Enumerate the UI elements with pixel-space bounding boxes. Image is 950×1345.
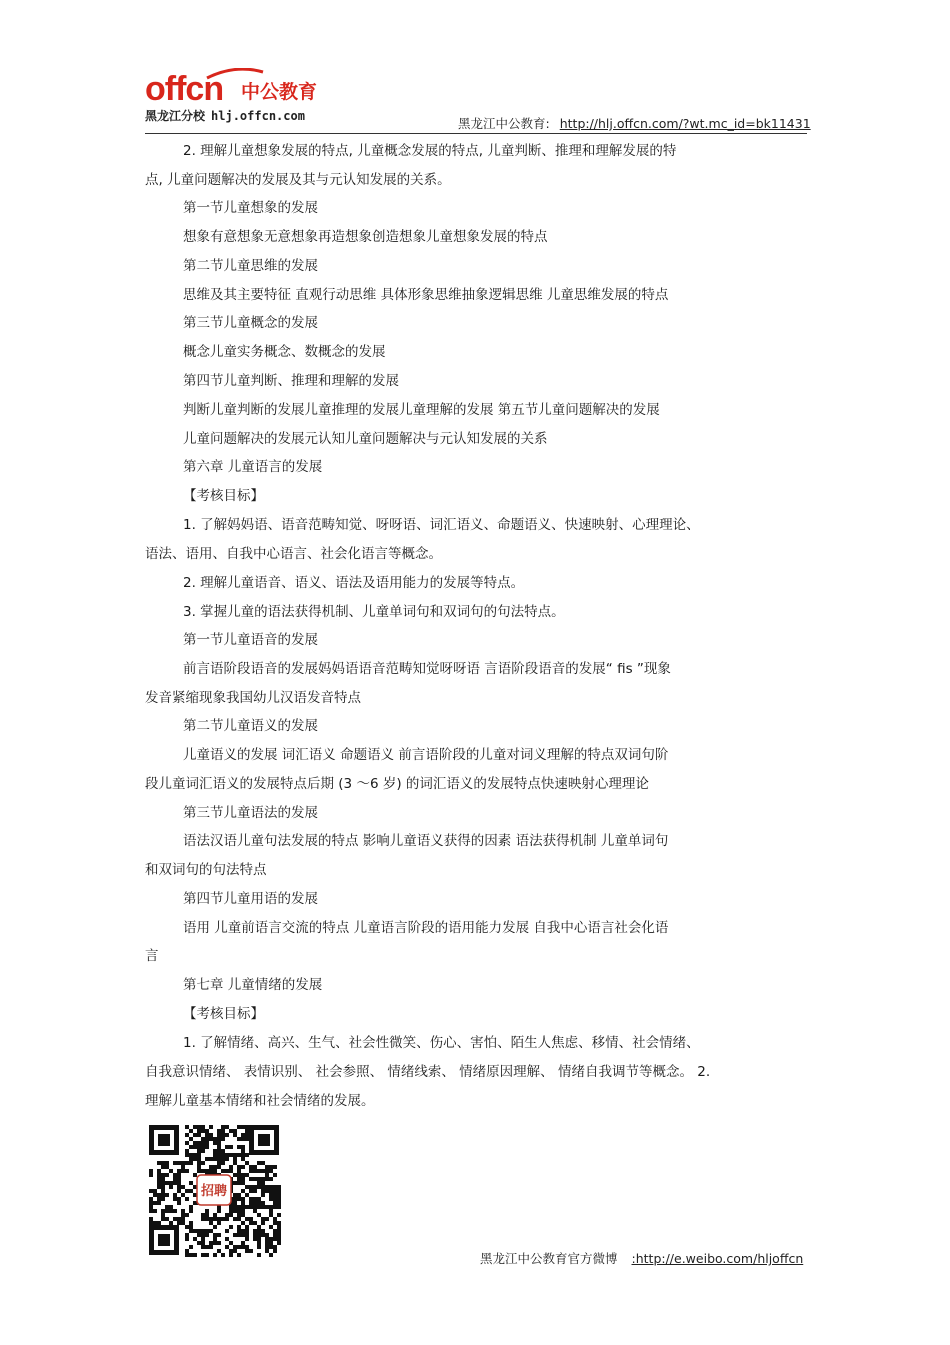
qr-badge-text: 招聘 [200, 1184, 228, 1199]
header-site-info [458, 116, 811, 132]
text-line: 语用 儿童前语言交流的特点 儿童语言阶段的语用能力发展 自我中心语言社会化语 [183, 920, 669, 936]
footer-weibo [480, 1251, 803, 1267]
header-site-label: 黑龙江中公教育: [458, 116, 550, 131]
footer-weibo-link[interactable]: :http://e.weibo.com/hljoffcn [631, 1251, 804, 1266]
text-line: 言 [145, 948, 159, 964]
text-line: 判断儿童判断的发展儿童推理的发展儿童理解的发展 第五节儿童问题解决的发展 [183, 402, 660, 418]
text-line: 1. 了解妈妈语、语音范畴知觉、呀呀语、词汇语义、命题语义、快速映射、心理理论、 [183, 517, 700, 533]
text-line: 自我意识情绪、 表情识别、 社会参照、 情绪线索、 情绪原因理解、 情绪自我调节等概念。 2. [145, 1064, 711, 1080]
qr-finder-top-right [249, 1125, 279, 1155]
chapter-heading: 第七章 儿童情绪的发展 [183, 977, 323, 993]
section-heading: 第三节儿童概念的发展 [183, 315, 318, 331]
text-line: 和双词句的句法特点 [145, 862, 267, 878]
text-line: 3. 掌握儿童的语法获得机制、儿童单词句和双词句的句法特点。 [183, 604, 565, 620]
qr-finder-bottom-left [149, 1225, 179, 1255]
header-divider [145, 133, 807, 134]
footer-label: 黑龙江中公教育官方微博 [480, 1251, 618, 1266]
section-heading: 第一节儿童想象的发展 [183, 200, 318, 216]
section-heading: 第四节儿童判断、推理和理解的发展 [183, 373, 399, 389]
header-site-link[interactable]: http://hlj.offcn.com/?wt.mc_id=bk11431 [559, 116, 811, 131]
text-line: 儿童语义的发展 词汇语义 命题语义 前言语阶段的儿童对词义理解的特点双词句阶 [183, 747, 669, 763]
qr-finder-top-left [149, 1125, 179, 1155]
objectives-heading: 【考核目标】 [183, 488, 264, 504]
offcn-logo [145, 70, 355, 126]
text-line: 思维及其主要特征 直观行动思维 具体形象思维抽象逻辑思维 儿童思维发展的特点 [183, 287, 669, 303]
text-line: 发音紧缩现象我国幼儿汉语发音特点 [145, 690, 361, 706]
section-heading: 第二节儿童思维的发展 [183, 258, 318, 274]
text-line: 2. 理解儿童想象发展的特点, 儿童概念发展的特点, 儿童判断、推理和理解发展的特 [183, 143, 677, 159]
section-heading: 第三节儿童语法的发展 [183, 805, 318, 821]
text-line: 理解儿童基本情绪和社会情绪的发展。 [145, 1093, 375, 1109]
text-line: 1. 了解情绪、高兴、生气、社会性微笑、伤心、害怕、陌生人焦虑、移情、社会情绪、 [183, 1035, 700, 1051]
logo-url: hlj.offcn.com [211, 109, 305, 123]
chapter-heading: 第六章 儿童语言的发展 [183, 459, 323, 475]
text-line: 点, 儿童问题解决的发展及其与元认知发展的关系。 [145, 172, 451, 188]
objectives-heading: 【考核目标】 [183, 1006, 264, 1022]
text-line: 段儿童词汇语义的发展特点后期 (3 ～6 岁) 的词汇语义的发展特点快速映射心理理论 [145, 776, 649, 792]
logo-branch: 黑龙江分校 [145, 109, 206, 123]
text-line: 儿童问题解决的发展元认知儿童问题解决与元认知发展的关系 [183, 431, 548, 447]
text-line: 语法、语用、自我中心语言、社会化语言等概念。 [145, 546, 442, 562]
qr-code [147, 1123, 281, 1257]
logo-chinese-name: 中公教育 [241, 81, 318, 103]
text-line: 概念儿童实务概念、数概念的发展 [183, 344, 386, 360]
section-heading: 第一节儿童语音的发展 [183, 632, 318, 648]
logo-subtitle [145, 108, 305, 124]
section-heading: 第四节儿童用语的发展 [183, 891, 318, 907]
text-line: 2. 理解儿童语音、语义、语法及语用能力的发展等特点。 [183, 575, 525, 591]
logo-wordmark: offcn [145, 70, 224, 108]
section-heading: 第二节儿童语义的发展 [183, 718, 318, 734]
text-line: 语法汉语儿童句法发展的特点 影响儿童语义获得的因素 语法获得机制 儿童单词句 [183, 833, 669, 849]
text-line: 前言语阶段语音的发展妈妈语语音范畴知觉呀呀语 言语阶段语音的发展“ fis ”现象 [183, 661, 671, 677]
text-line: 想象有意想象无意想象再造想象创造想象儿童想象发展的特点 [183, 229, 548, 245]
